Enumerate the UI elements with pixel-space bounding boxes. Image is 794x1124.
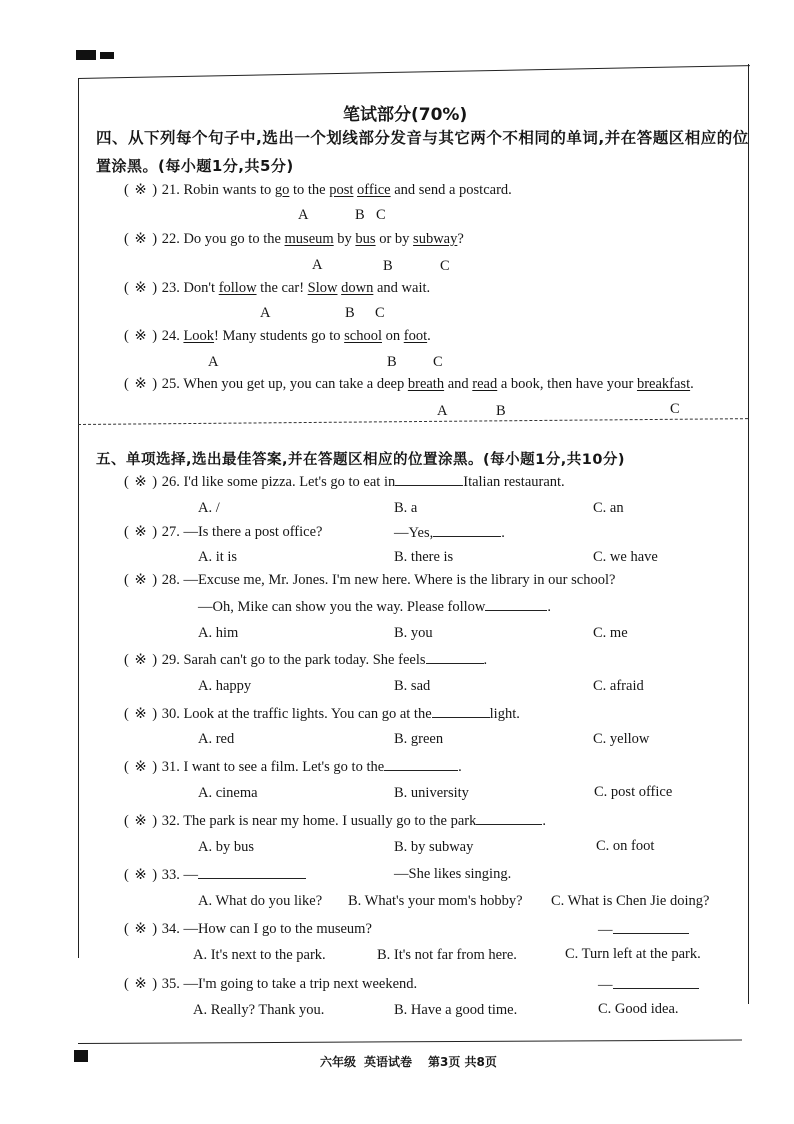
option-b: B. you — [394, 625, 433, 641]
option-a: A. / — [198, 500, 220, 516]
underlined-word-b: school — [344, 328, 382, 344]
question-text: or by — [375, 231, 414, 247]
question-text-after: . — [542, 813, 546, 829]
question-30 — [124, 705, 520, 723]
option-b: B. sad — [394, 678, 431, 694]
answer-blank — [476, 812, 542, 825]
question-number: 26. — [161, 474, 180, 490]
question-22 — [124, 231, 464, 248]
question-32 — [124, 812, 546, 830]
question-number: 34. — [161, 921, 180, 937]
option-c: C. on foot — [596, 838, 655, 854]
frame-bottom-border — [78, 1040, 742, 1044]
answer-blank — [433, 524, 501, 537]
question-number: 30. — [161, 706, 180, 722]
question-text: —I'm going to take a trip next weekend. — [183, 976, 418, 992]
answer-paren: ( ※ ) — [124, 231, 159, 247]
question-number: 29. — [161, 652, 180, 668]
underlined-word-c: breakfast — [636, 376, 691, 392]
option-b: B. It's not far from here. — [377, 947, 517, 963]
option-c: C. me — [593, 625, 628, 641]
question-27-reply — [394, 524, 505, 542]
question-number: 31. — [161, 759, 180, 775]
question-text-after: . — [458, 759, 462, 775]
question-text: Sarah can't go to the park today. She feels — [183, 652, 426, 668]
option-letter-c: C — [376, 207, 386, 223]
question-31 — [124, 758, 462, 776]
underlined-word-b: post — [329, 182, 354, 198]
option-letter-b: B — [387, 354, 397, 370]
question-number: 24. — [161, 328, 180, 344]
answer-paren: ( ※ ) — [124, 524, 159, 540]
answer-paren: ( ※ ) — [124, 474, 159, 490]
answer-paren: ( ※ ) — [124, 328, 159, 344]
underlined-word-b: read — [472, 376, 498, 392]
underlined-word-b: bus — [355, 231, 376, 247]
option-letter-a: A — [298, 207, 309, 223]
question-text: and wait. — [373, 280, 431, 296]
option-letter-a: A — [208, 354, 219, 370]
underlined-word-a: go — [274, 182, 290, 198]
underlined-word-a: follow — [218, 280, 257, 296]
answer-paren: ( ※ ) — [124, 813, 159, 829]
question-text: I'd like some pizza. Let's go to eat in — [183, 474, 396, 490]
option-a: A. It's next to the park. — [193, 947, 326, 963]
option-letter-c: C — [433, 354, 443, 370]
question-35 — [124, 976, 417, 993]
question-text: and — [444, 376, 473, 392]
option-a: A. him — [198, 625, 239, 641]
question-text: Do you go to the — [183, 231, 285, 247]
underlined-word-c: subway — [413, 231, 458, 247]
question-text: a book, then have your — [497, 376, 637, 392]
question-text: ! Many students go to — [214, 328, 345, 344]
question-text: When you get up, you can take a deep — [183, 376, 408, 392]
question-29 — [124, 651, 487, 669]
question-21 — [124, 182, 512, 199]
option-c: C. we have — [593, 549, 658, 565]
question-text: Robin wants to — [183, 182, 275, 198]
answer-blank — [395, 473, 463, 486]
option-a: A. What do you like? — [198, 893, 323, 909]
question-number: 32. — [161, 813, 180, 829]
underlined-word-b: Slow — [307, 280, 338, 296]
section4-heading-line1: 四、从下列每个句子中,选出一个划线部分发音与其它两个不相同的单词,并在答题区相应的位 — [96, 129, 749, 147]
frame-right-border — [748, 64, 749, 1004]
option-a: A. it is — [198, 549, 238, 565]
question-number: 22. — [161, 231, 180, 247]
question-text-after: light. — [489, 706, 520, 722]
question-text-after: . — [547, 599, 552, 615]
option-a: A. red — [198, 731, 235, 747]
option-letter-c: C — [375, 305, 385, 321]
section5-heading: 五、单项选择,选出最佳答案,并在答题区相应的位置涂黑。(每小题1分,共10分) — [96, 452, 626, 468]
underlined-word-a: Look — [183, 328, 215, 344]
question-number: 23. — [161, 280, 180, 296]
question-33 — [124, 866, 306, 884]
reply-text: — — [598, 977, 613, 993]
option-letter-a: A — [260, 305, 271, 321]
question-text: — — [183, 867, 198, 883]
question-text: and send a postcard. — [390, 182, 512, 198]
question-text: Look at the traffic lights. You can go at the — [183, 706, 432, 722]
footer-page-number: 第3页 共8页 — [428, 1055, 497, 1069]
question-number: 28. — [161, 572, 180, 588]
option-b: B. Have a good time. — [394, 1002, 518, 1018]
answer-blank — [613, 976, 699, 989]
answer-paren: ( ※ ) — [124, 572, 159, 588]
question-text: . — [690, 376, 694, 392]
question-text-after: . — [483, 652, 488, 668]
question-26 — [124, 473, 565, 491]
question-text: —Is there a post office? — [183, 524, 323, 540]
answer-paren: ( ※ ) — [124, 921, 159, 937]
question-text: —How can I go to the museum? — [183, 921, 372, 937]
option-b: B. What's your mom's hobby? — [348, 893, 523, 909]
answer-paren: ( ※ ) — [124, 652, 159, 668]
question-text: ? — [457, 231, 464, 247]
corner-mark-top-left — [76, 50, 96, 60]
option-letter-a: A — [437, 403, 448, 419]
underlined-word-c: foot — [403, 328, 428, 344]
option-c: C. yellow — [593, 731, 650, 747]
underlined-word-a: museum — [284, 231, 334, 247]
answer-blank — [426, 651, 484, 664]
option-a: A. by bus — [198, 839, 254, 855]
answer-paren: ( ※ ) — [124, 182, 159, 198]
question-text: . — [427, 328, 431, 344]
question-27 — [124, 524, 322, 541]
question-text-line2: —Oh, Mike can show you the way. Please follow — [198, 599, 486, 615]
option-letter-b: B — [383, 258, 393, 274]
question-24 — [124, 328, 431, 345]
option-letter-b: B — [355, 207, 365, 223]
answer-paren: ( ※ ) — [124, 759, 159, 775]
answer-paren: ( ※ ) — [124, 376, 159, 392]
option-a: A. cinema — [198, 785, 258, 801]
option-c: C. an — [593, 500, 624, 516]
question-number: 27. — [161, 524, 180, 540]
answer-blank — [432, 705, 490, 718]
underlined-word-a: breath — [407, 376, 445, 392]
corner-mark-bottom-left — [74, 1050, 88, 1062]
footer-grade: 六年级 — [320, 1055, 357, 1069]
option-c: C. afraid — [593, 678, 644, 694]
answer-paren: ( ※ ) — [124, 867, 159, 883]
question-28 — [124, 572, 615, 589]
answer-blank — [384, 758, 458, 771]
corner-mark-top-left-small — [100, 52, 114, 59]
question-34-reply — [598, 921, 689, 939]
reply-text: —Yes, — [394, 525, 434, 541]
question-23 — [124, 280, 430, 297]
option-b: B. by subway — [394, 839, 474, 855]
question-text-after: Italian restaurant. — [463, 474, 565, 490]
section-divider-dashed — [78, 418, 748, 425]
option-b: B. green — [394, 731, 444, 747]
answer-paren: ( ※ ) — [124, 280, 159, 296]
answer-paren: ( ※ ) — [124, 976, 159, 992]
question-35-reply — [598, 976, 699, 994]
question-text: on — [382, 328, 404, 344]
option-letter-b: B — [345, 305, 355, 321]
answer-blank — [485, 598, 547, 611]
question-number: 25. — [161, 376, 180, 392]
question-text: the car! — [256, 280, 308, 296]
question-number: 35. — [161, 976, 180, 992]
question-number: 33. — [161, 867, 180, 883]
option-a: A. happy — [198, 678, 252, 694]
underlined-word-c: office — [357, 182, 391, 198]
option-a: A. Really? Thank you. — [193, 1002, 325, 1018]
question-text: —Excuse me, Mr. Jones. I'm new here. Where is the library in our school? — [183, 572, 616, 588]
option-letter-b: B — [496, 403, 506, 419]
question-text: Don't — [183, 280, 219, 296]
option-b: B. there is — [394, 549, 454, 565]
option-letter-a: A — [312, 257, 323, 273]
question-number: 21. — [161, 182, 180, 198]
footer-subject: 英语试卷 — [364, 1055, 413, 1069]
question-text-after: . — [501, 525, 505, 541]
option-letter-c: C — [670, 401, 680, 417]
option-b: B. university — [394, 785, 469, 801]
option-c: C. Good idea. — [598, 1001, 679, 1017]
answer-blank — [198, 866, 306, 879]
question-text: The park is near my home. I usually go to the park — [183, 813, 477, 829]
option-c: C. Turn left at the park. — [565, 946, 701, 962]
option-c: C. What is Chen Jie doing? — [551, 893, 710, 909]
question-text: to the — [289, 182, 330, 198]
frame-left-border — [78, 78, 79, 958]
question-28-line2 — [198, 598, 551, 616]
reply-text: — — [598, 922, 613, 938]
question-text: I want to see a film. Let's go to the — [183, 759, 385, 775]
answer-paren: ( ※ ) — [124, 706, 159, 722]
option-b: B. a — [394, 500, 418, 516]
option-c: C. post office — [594, 784, 673, 800]
question-34 — [124, 921, 372, 938]
page-title: 笔试部分(70%) — [343, 105, 468, 125]
answer-blank — [613, 921, 689, 934]
frame-top-border — [78, 65, 750, 79]
option-letter-c: C — [440, 258, 450, 274]
underlined-word-c: down — [341, 280, 374, 296]
question-25 — [124, 376, 694, 393]
question-text: by — [333, 231, 356, 247]
question-33-reply: —She likes singing. — [394, 866, 512, 882]
section4-heading-line2: 置涂黑。(每小题1分,共5分) — [96, 157, 294, 175]
